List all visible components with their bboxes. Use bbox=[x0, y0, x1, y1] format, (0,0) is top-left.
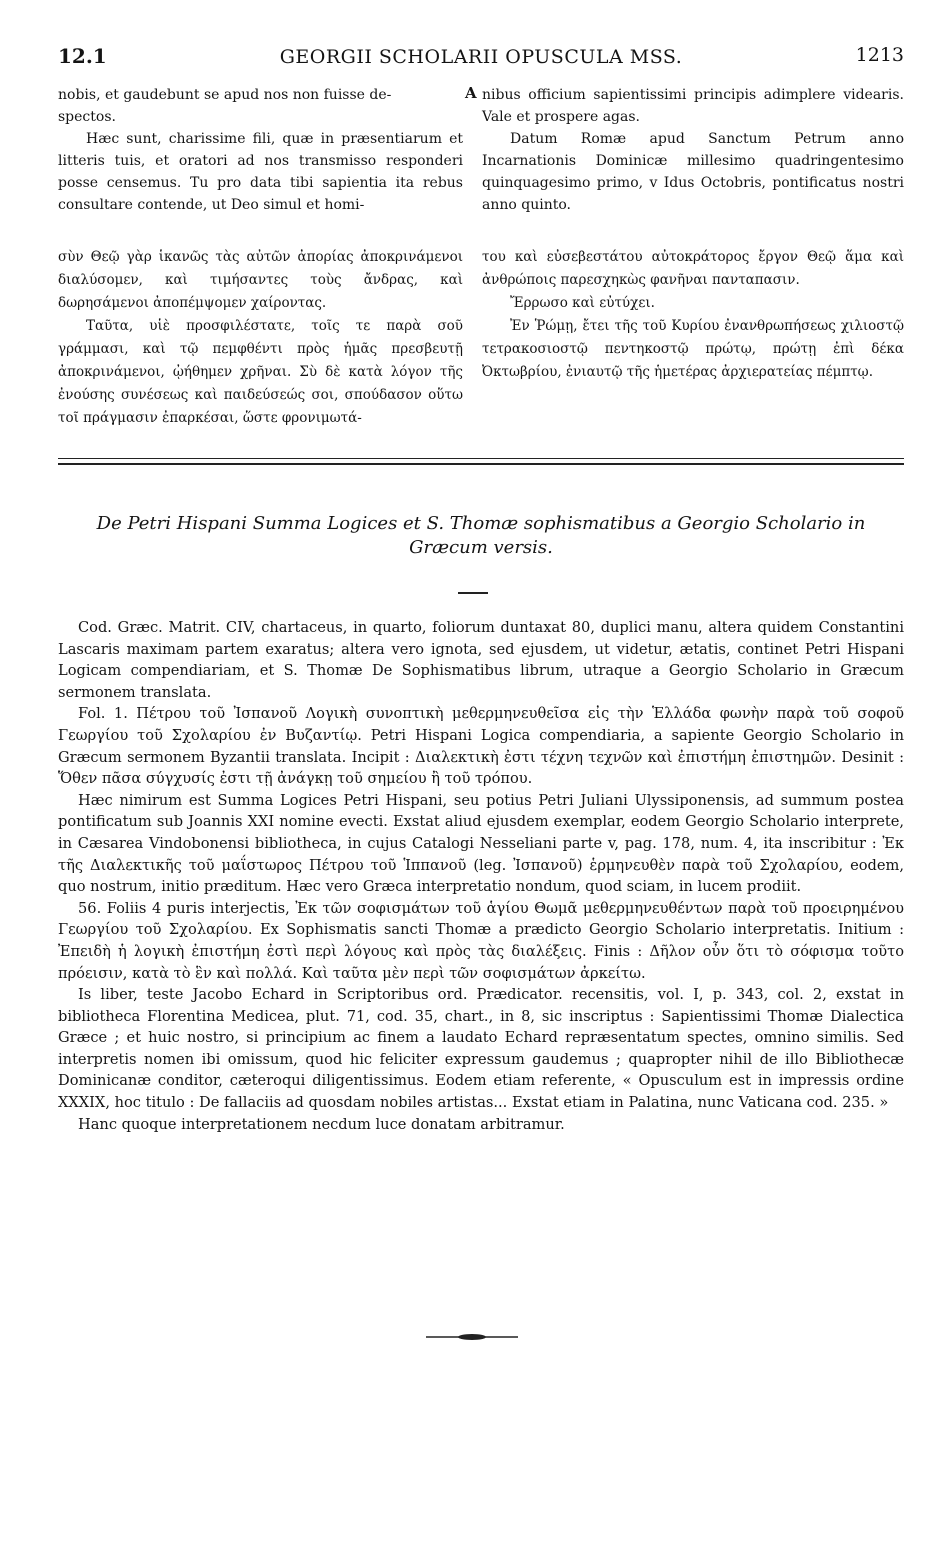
latin-letter-left-column bbox=[58, 84, 463, 216]
margin-letter: A bbox=[465, 84, 477, 102]
page-number-left: 12.1 bbox=[58, 44, 107, 68]
greek-right-paragraph-2: Ἔρρωσο καὶ εὐτύχει. bbox=[510, 295, 655, 311]
running-header bbox=[58, 44, 904, 74]
latin-left-paragraph: Hæc sunt, charissime fili, quæ in præsentiarum et litteris tuis, et oratori ad nos transmisso responderi posse censemus. Tu pro data tibi sapientia ita rebus consultare contende, ut Deo simul et homi- bbox=[58, 131, 463, 213]
body-paragraph-5: Is liber, teste Jacobo Echard in Scriptoribus ord. Prædicator. recensitis, vol. I, p. 343, col. 2, exstat in bibliotheca Florentina Medicea, plut. 71, cod. 35, chart., in 8, sic inscriptus : Sapientissimi Thomæ Dialectica Græce ; et huic nostro, si principium ac finem a laudato Echard repræsentatum spectes, omnino similis. Sed interpretis nomen ibi omissum, quod hic feliciter expressum gaudemus ; quapropter nihil de illo Bibliothecæ Dominicanæ conditor, cæteroqui diligentissimus. Eodem etiam referente, « Opusculum est in impressis ordine XXXIX, hoc titulo : De fallaciis ad quosdam nobiles artistas... Exstat etiam in Palatina, nunc Vaticana cod. 235. » bbox=[58, 986, 904, 1112]
body-text bbox=[58, 617, 904, 1135]
greek-right-paragraph-3: Ἐν Ῥώμῃ, ἔτει τῆς τοῦ Κυρίου ἐνανθρωπήσεως χιλιοστῷ τετρακοσιοστῷ πεντηκοστῷ πρώτῳ, πρώτῃ ἐπὶ δέκα Ὀκτωβρίου, ἐνιαυτῷ τῆς ἡμετέρας ἀρχιερατείας πέμπτῳ. bbox=[482, 318, 904, 380]
section-title: De Petri Hispani Summa Logices et S. Thomæ sophismatibus a Georgio Scholario in Græcum versis. bbox=[96, 513, 866, 558]
body-paragraph-4: 56. Foliis 4 puris interjectis, Ἐκ τῶν σοφισμάτων τοῦ ἁγίου Θωμᾶ μεθερμηνευθέντων παρὰ τοῦ προειρημένου Γεωργίου τοῦ Σχολαρίου. Ex Sophismatis sancti Thomæ a prædicto Georgio Scholario interpretatis. Initium : Ἐπειδὴ ἡ λογικὴ ἐπιστήμη ἐστὶ περὶ λόγους καὶ πρὸς τὰς διαλέξεις. Finis : Δῆλον οὖν ὅτι τὸ σόφισμα τοῦτο πρόεισιν, κατὰ τὸ ἓν καὶ πολλά. Καὶ ταῦτα μὲν περὶ τῶν σοφισμάτων ἀρκείτω. bbox=[58, 899, 904, 982]
section-divider bbox=[58, 458, 904, 465]
greek-left-paragraph-1: σὺν Θεῷ γὰρ ἱκανῶς τὰς αὐτῶν ἀπορίας ἀποκρινάμενοι διαλύσομεν, καὶ τιμήσαντες τοὺς ἄνδρας, καὶ δωρησάμενοι ἀποπέμψομεν χαίροντας. bbox=[58, 249, 463, 311]
latin-right-paragraph-2: Datum Romæ apud Sanctum Petrum anno Incarnationis Dominicæ millesimo quadringentesimo quinquagesimo primo, v Idus Octobris, pontificatus nostri anno quinto. bbox=[482, 131, 904, 213]
greek-right-paragraph-1: του καὶ εὐσεβεστάτου αὐτοκράτορος ἔργον Θεῷ ἅμα καὶ ἀνθρώποις παρεσχηκὼς φανῆναι πανταπασιν. bbox=[482, 249, 904, 288]
latin-right-paragraph-1: nibus officium sapientissimi principis adimplere videaris. Vale et prospere agas. bbox=[482, 87, 904, 125]
greek-letter-right-column bbox=[482, 246, 904, 384]
body-paragraph-2: Fol. 1. Πέτρου τοῦ Ἰσπανοῦ Λογικὴ συνοπτικὴ μεθερμηνευθεῖσα εἰς τὴν Ἑλλάδα φωνὴν παρὰ τοῦ σοφοῦ Γεωργίου τοῦ Σχολαρίου ἐν Βυζαντίῳ. Petri Hispani Logica compendiaria, a sapiente Georgio Scholario in Græcum sermonem Byzantii translata. Incipit : Διαλεκτικὴ ἐστι τέχνη τεχνῶν καὶ ἐπιστήμη ἐπιστημῶν. Desinit : Ὅθεν πᾶσα σύγχυσίς ἐστι τῇ ἀνάγκῃ τοῦ σημείου ἢ τοῦ τρόπου. bbox=[58, 705, 904, 788]
body-paragraph-1: Cod. Græc. Matrit. CIV, chartaceus, in quarto, foliorum duntaxat 80, duplici manu, altera quidem Constantini Lascaris maximam partem exaratus; altera vero ignota, sed ejusdem, ut videtur, ætatis, continet Petri Hispani Logicam compendiariam, et S. Thomæ De Sophismatibus librum, utraque a Georgio Scholario in Græcum sermonem translata. bbox=[58, 619, 904, 701]
body-paragraph-3: Hæc nimirum est Summa Logices Petri Hispani, seu potius Petri Juliani Ulyssiponensis, ad summum postea pontificatum sub Joannis XXI nomine evecti. Exstat aliud ejusdem exemplar, eodem Georgio Scholario interprete, in Cæsarea Vindobonensi bibliotheca, in cujus Catalogi Nesseliani parte v, pag. 178, num. 4, ita inscribitur : Ἐκ τῆς Διαλεκτικῆς τοῦ μαΐστωρος Πέτρου τοῦ Ἱππανοῦ (leg. Ἰσπανοῦ) ἑρμηνευθὲν παρὰ τοῦ Σχολαρίου, eodem, quo nostrum, initio præditum. Hæc vero Græca interpretatio nondum, quod sciam, in lucem prodiit. bbox=[58, 791, 904, 896]
greek-letter-left-column bbox=[58, 246, 463, 430]
page-number-right: 1213 bbox=[855, 44, 904, 66]
running-title: GEORGII SCHOLARII OPUSCULA MSS. bbox=[279, 46, 683, 68]
body-paragraph-6: Hanc quoque interpretationem necdum luce donatam arbitramur. bbox=[78, 1115, 565, 1133]
end-ornament bbox=[424, 1331, 520, 1343]
title-rule bbox=[458, 592, 488, 594]
latin-left-line-2: spectos. bbox=[58, 109, 116, 125]
latin-letter-right-column bbox=[482, 84, 904, 216]
latin-left-line-1: nobis, et gaudebunt se apud nos non fuisse de- bbox=[58, 87, 392, 103]
greek-left-paragraph-2: Ταῦτα, υἱὲ προσφιλέστατε, τοῖς τε παρὰ σοῦ γράμμασι, καὶ τῷ πεμφθέντι πρὸς ἡμᾶς πρεσβευτῇ ἀποκρινάμενοι, ᾠήθημεν χρῆναι. Σὺ δὲ κατὰ λόγον τῆς ἐνούσης συνέσεως καὶ παιδεύσεώς σοι, σπούδασον οὕτω τοῖ πράγμασιν ἐπαρκέσαι, ὥστε φρονιμωτά- bbox=[58, 318, 463, 426]
